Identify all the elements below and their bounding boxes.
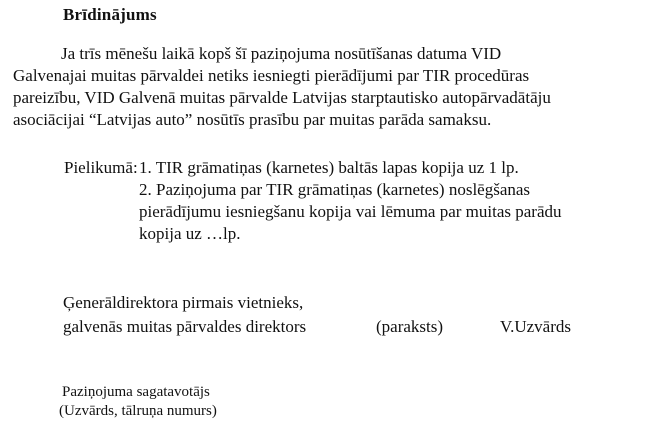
paragraph-line-4: asociācijai “Latvijas auto” nosūtīs prasību par muitas parāda samaksu. — [13, 110, 492, 129]
attachment-item-1: 1. TIR grāmatiņas (karnetes) baltās lapas kopija uz 1 lp. — [139, 158, 519, 177]
paragraph-line-1 — [13, 43, 639, 65]
document-heading: Brīdinājums — [63, 5, 157, 24]
signatory-name: V.Uzvārds — [500, 317, 571, 336]
attachment-item-2-line-2: pierādījumu iesniegšanu kopija vai lēmuma par muitas parādu — [139, 202, 562, 221]
attachment-item-2-line-3: kopija uz …lp. — [139, 224, 241, 243]
attachment-item-2-line-1: 2. Paziņojuma par TIR grāmatiņas (karnetes) noslēgšanas — [139, 180, 531, 199]
paragraph-line-2: Galvenajai muitas pārvaldei netiks iesniegti pierādījumi par TIR procedūras — [13, 66, 530, 85]
warning-paragraph — [13, 43, 639, 131]
prepared-by-details: (Uzvārds, tālruņa numurs) — [59, 403, 217, 419]
signatory-title-line-1: Ģenerāldirektora pirmais vietnieks, — [63, 293, 304, 312]
signature-placeholder: (paraksts) — [376, 317, 444, 336]
attachments-label: Pielikumā: — [64, 158, 138, 177]
attachment-row-1 — [64, 157, 644, 179]
signatory-title-line-2: galvenās muitas pārvaldes direktors — [63, 317, 307, 336]
attachments-block — [64, 157, 644, 245]
paragraph-line-3: pareizību, VID Galvenā muitas pārvalde Latvijas starptautisko autopārvadātāju — [13, 88, 551, 107]
prepared-by-label: Paziņojuma sagatavotājs — [62, 384, 210, 400]
paragraph-line-1-text: Ja trīs mēnešu laikā kopš šī paziņojuma nosūtīšanas datuma VID — [61, 44, 502, 63]
